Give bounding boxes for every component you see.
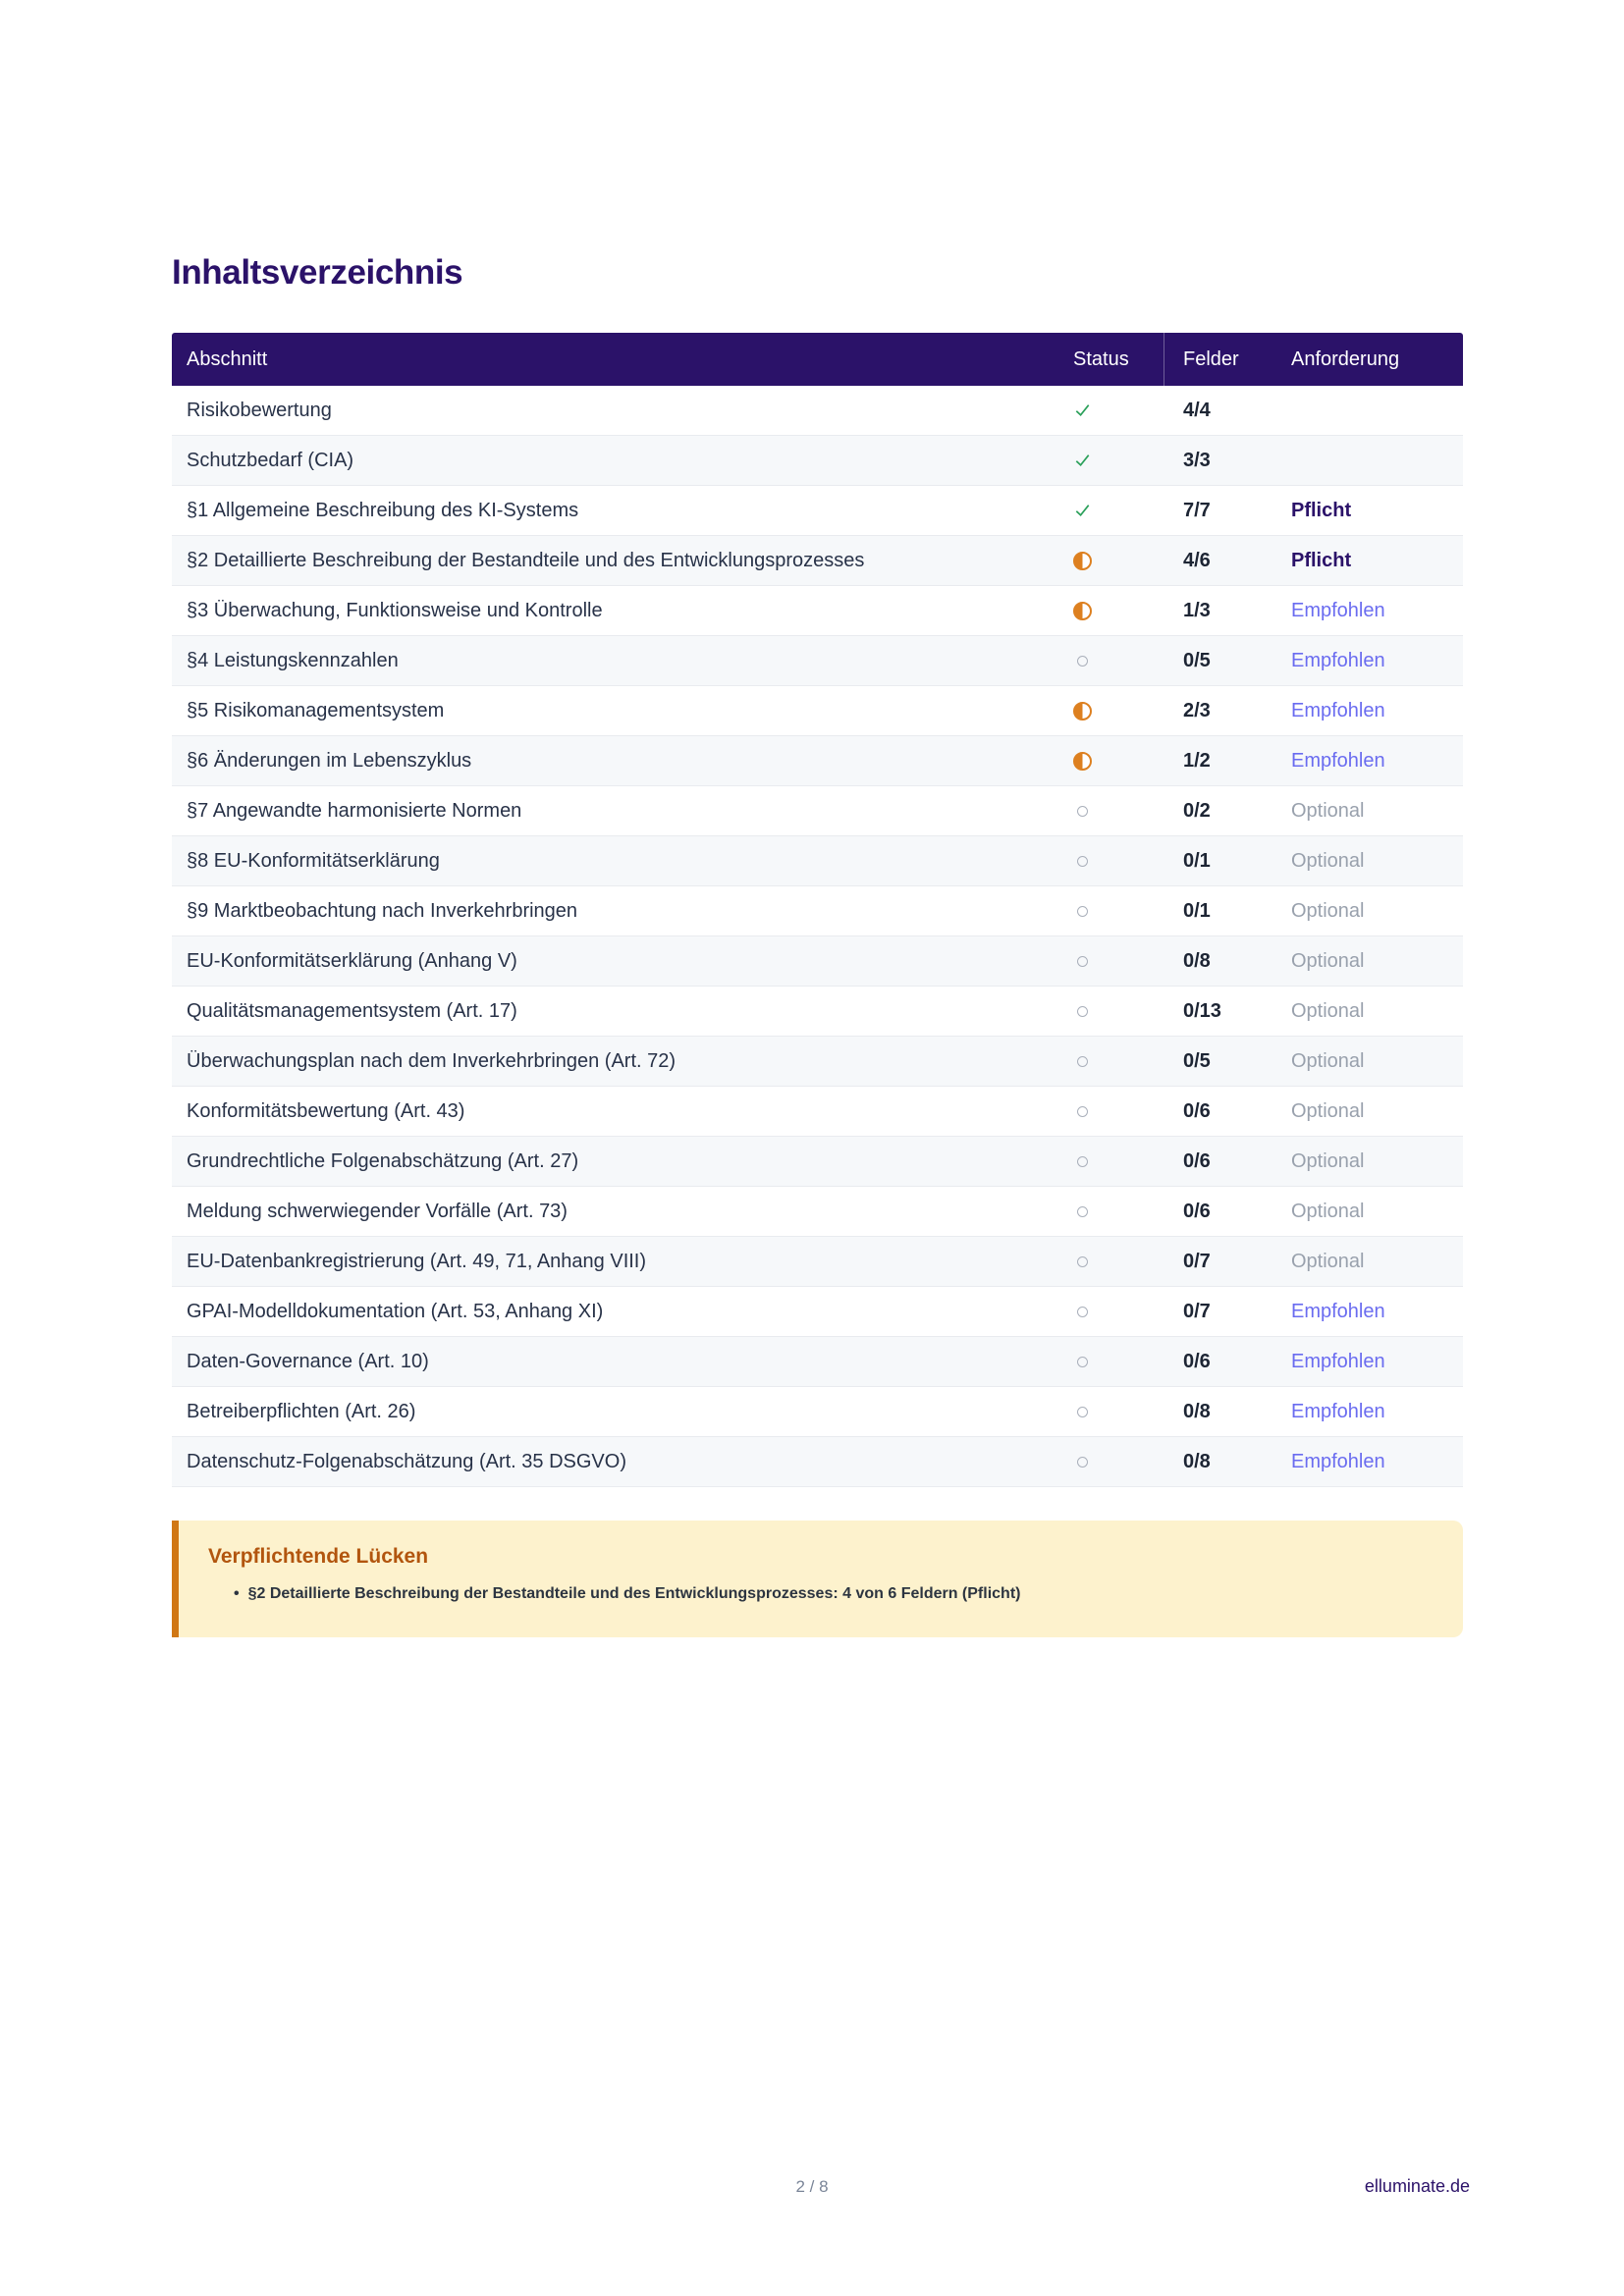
row-status-cell <box>1060 1300 1164 1323</box>
status-empty-circle-icon <box>1070 1350 1094 1373</box>
status-empty-circle-icon <box>1070 1450 1094 1473</box>
row-label: §1 Allgemeine Beschreibung des KI-Systems <box>187 499 579 521</box>
row-label: EU-Datenbankregistrierung (Art. 49, 71, Anhang VIII) <box>187 1250 647 1272</box>
column-header-anforderung: Anforderung <box>1291 347 1400 370</box>
row-anforderung: Pflicht <box>1291 549 1352 571</box>
row-felder: 0/6 <box>1183 1149 1211 1172</box>
row-felder: 0/6 <box>1183 1350 1211 1372</box>
row-status-cell <box>1060 1099 1164 1123</box>
row-felder: 0/13 <box>1183 999 1221 1022</box>
status-empty-circle-icon <box>1070 649 1094 672</box>
status-empty-circle-icon <box>1070 799 1094 823</box>
table-row <box>172 1137 1463 1187</box>
row-status-cell <box>1060 1350 1164 1373</box>
row-label: Grundrechtliche Folgenabschätzung (Art. 27) <box>187 1149 579 1172</box>
table-row <box>172 586 1463 636</box>
table-row <box>172 936 1463 987</box>
row-label: §6 Änderungen im Lebenszyklus <box>187 749 472 772</box>
row-felder: 2/3 <box>1183 699 1211 721</box>
row-status-cell <box>1060 1450 1164 1473</box>
row-status-cell <box>1060 849 1164 873</box>
status-half-circle-icon <box>1070 549 1094 572</box>
row-felder: 0/1 <box>1183 849 1211 872</box>
row-label: Qualitätsmanagementsystem (Art. 17) <box>187 999 517 1022</box>
table-row <box>172 1337 1463 1387</box>
row-anforderung: Empfohlen <box>1291 1400 1385 1422</box>
toc-table-body <box>172 386 1463 1487</box>
status-empty-circle-icon <box>1070 1049 1094 1073</box>
row-felder: 0/5 <box>1183 1049 1211 1072</box>
gap-item-text: §2 Detaillierte Beschreibung der Bestandteile und des Entwicklungsprozesses: 4 von 6 Feldern (Pflicht) <box>247 1585 1021 1602</box>
column-header-felder: Felder <box>1183 347 1239 370</box>
row-label: EU-Konformitätserklärung (Anhang V) <box>187 949 517 972</box>
row-status-cell <box>1060 1400 1164 1423</box>
table-row <box>172 636 1463 686</box>
row-status-cell <box>1060 499 1164 522</box>
row-label: §2 Detaillierte Beschreibung der Bestandteile und des Entwicklungsprozesses <box>187 549 865 571</box>
row-status-cell <box>1060 749 1164 773</box>
row-label: §9 Marktbeobachtung nach Inverkehrbringen <box>187 899 578 922</box>
row-felder: 1/2 <box>1183 749 1211 772</box>
row-status-cell <box>1060 1149 1164 1173</box>
row-anforderung: Empfohlen <box>1291 649 1385 671</box>
status-empty-circle-icon <box>1070 1200 1094 1223</box>
row-felder: 0/8 <box>1183 1400 1211 1422</box>
table-row <box>172 1387 1463 1437</box>
page-number: 2 / 8 <box>795 2177 829 2196</box>
column-header-abschnitt: Abschnitt <box>187 347 268 370</box>
status-check-icon <box>1070 449 1094 472</box>
row-felder: 0/5 <box>1183 649 1211 671</box>
status-empty-circle-icon <box>1070 899 1094 923</box>
mandatory-gaps-list <box>208 1584 1434 1605</box>
row-status-cell <box>1060 949 1164 973</box>
row-felder: 0/8 <box>1183 949 1211 972</box>
row-felder: 0/6 <box>1183 1099 1211 1122</box>
row-felder: 4/4 <box>1183 399 1211 421</box>
row-label: §8 EU-Konformitätserklärung <box>187 849 440 872</box>
row-anforderung: Optional <box>1291 949 1365 972</box>
row-label: Risikobewertung <box>187 399 332 421</box>
row-label: §3 Überwachung, Funktionsweise und Kontrolle <box>187 599 603 621</box>
row-felder: 0/7 <box>1183 1250 1211 1272</box>
toc-table <box>172 333 1463 1487</box>
status-empty-circle-icon <box>1070 849 1094 873</box>
row-label: §5 Risikomanagementsystem <box>187 699 445 721</box>
row-status-cell <box>1060 1250 1164 1273</box>
row-anforderung: Optional <box>1291 999 1365 1022</box>
row-felder: 0/2 <box>1183 799 1211 822</box>
table-row <box>172 1237 1463 1287</box>
table-row <box>172 1287 1463 1337</box>
status-empty-circle-icon <box>1070 1149 1094 1173</box>
table-row <box>172 786 1463 836</box>
row-status-cell <box>1060 599 1164 622</box>
status-half-circle-icon <box>1070 749 1094 773</box>
table-row <box>172 1037 1463 1087</box>
page-title: Inhaltsverzeichnis <box>172 253 463 292</box>
status-check-icon <box>1070 399 1094 422</box>
row-anforderung: Empfohlen <box>1291 1300 1385 1322</box>
status-empty-circle-icon <box>1070 999 1094 1023</box>
row-label: §4 Leistungskennzahlen <box>187 649 399 671</box>
status-half-circle-icon <box>1070 599 1094 622</box>
mandatory-gaps-box <box>172 1521 1463 1637</box>
table-row <box>172 436 1463 486</box>
table-row <box>172 1437 1463 1487</box>
row-label: Datenschutz-Folgenabschätzung (Art. 35 DSGVO) <box>187 1450 626 1472</box>
status-half-circle-icon <box>1070 699 1094 722</box>
row-anforderung: Empfohlen <box>1291 1450 1385 1472</box>
table-row <box>172 736 1463 786</box>
table-row <box>172 836 1463 886</box>
row-anforderung: Optional <box>1291 799 1365 822</box>
status-empty-circle-icon <box>1070 1400 1094 1423</box>
row-felder: 4/6 <box>1183 549 1211 571</box>
table-row <box>172 486 1463 536</box>
table-row <box>172 987 1463 1037</box>
status-empty-circle-icon <box>1070 949 1094 973</box>
gap-list-item <box>208 1584 1434 1605</box>
website-link[interactable]: elluminate.de <box>1364 2176 1470 2196</box>
row-anforderung: Pflicht <box>1291 499 1352 521</box>
table-row <box>172 686 1463 736</box>
row-felder: 3/3 <box>1183 449 1211 471</box>
row-felder: 0/1 <box>1183 899 1211 922</box>
row-label: §7 Angewandte harmonisierte Normen <box>187 799 522 822</box>
row-felder: 0/8 <box>1183 1450 1211 1472</box>
status-empty-circle-icon <box>1070 1250 1094 1273</box>
row-anforderung: Optional <box>1291 1099 1365 1122</box>
row-status-cell <box>1060 1049 1164 1073</box>
row-status-cell <box>1060 799 1164 823</box>
row-anforderung: Optional <box>1291 1049 1365 1072</box>
row-label: Schutzbedarf (CIA) <box>187 449 354 471</box>
status-empty-circle-icon <box>1070 1099 1094 1123</box>
row-felder: 1/3 <box>1183 599 1211 621</box>
table-header-row <box>172 333 1463 386</box>
row-status-cell <box>1060 399 1164 422</box>
row-label: Daten-Governance (Art. 10) <box>187 1350 429 1372</box>
row-felder: 0/7 <box>1183 1300 1211 1322</box>
row-status-cell <box>1060 549 1164 572</box>
row-status-cell <box>1060 449 1164 472</box>
row-anforderung: Empfohlen <box>1291 599 1385 621</box>
mandatory-gaps-title: Verpflichtende Lücken <box>208 1545 429 1568</box>
row-status-cell <box>1060 899 1164 923</box>
row-anforderung: Empfohlen <box>1291 749 1385 772</box>
row-anforderung: Optional <box>1291 849 1365 872</box>
table-row <box>172 886 1463 936</box>
table-row <box>172 1087 1463 1137</box>
row-status-cell <box>1060 699 1164 722</box>
row-anforderung: Optional <box>1291 1149 1365 1172</box>
status-empty-circle-icon <box>1070 1300 1094 1323</box>
table-row <box>172 1187 1463 1237</box>
table-row <box>172 536 1463 586</box>
column-header-status: Status <box>1060 333 1164 386</box>
row-anforderung: Optional <box>1291 1250 1365 1272</box>
status-check-icon <box>1070 499 1094 522</box>
row-status-cell <box>1060 1200 1164 1223</box>
row-label: Überwachungsplan nach dem Inverkehrbringen (Art. 72) <box>187 1049 677 1072</box>
row-status-cell <box>1060 999 1164 1023</box>
bullet-dot: • <box>234 1585 240 1602</box>
row-label: Konformitätsbewertung (Art. 43) <box>187 1099 465 1122</box>
row-label: Betreiberpflichten (Art. 26) <box>187 1400 416 1422</box>
row-label: Meldung schwerwiegender Vorfälle (Art. 73) <box>187 1200 568 1222</box>
row-anforderung: Empfohlen <box>1291 1350 1385 1372</box>
table-row <box>172 386 1463 436</box>
row-status-cell <box>1060 649 1164 672</box>
row-anforderung: Optional <box>1291 1200 1365 1222</box>
row-felder: 0/6 <box>1183 1200 1211 1222</box>
row-anforderung: Empfohlen <box>1291 699 1385 721</box>
row-felder: 7/7 <box>1183 499 1211 521</box>
row-label: GPAI-Modelldokumentation (Art. 53, Anhang XI) <box>187 1300 604 1322</box>
row-anforderung: Optional <box>1291 899 1365 922</box>
